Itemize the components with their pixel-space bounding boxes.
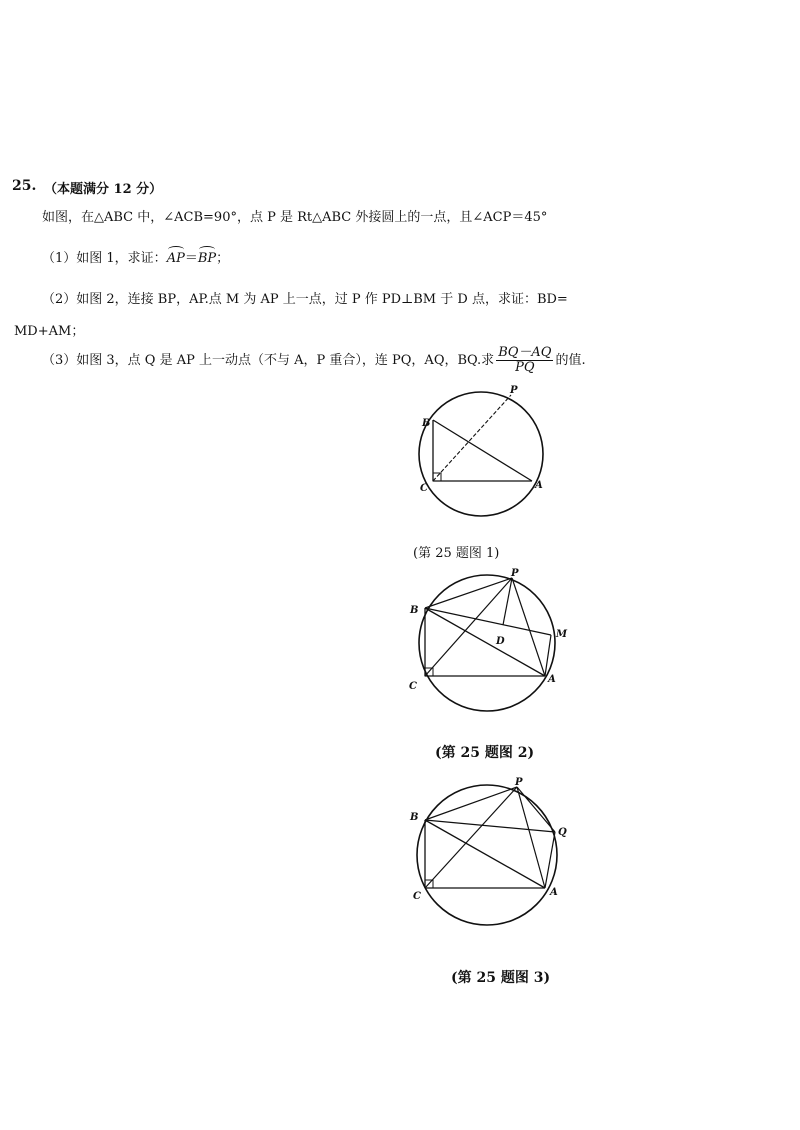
part2-line2: MD+AM； bbox=[14, 324, 85, 339]
fig3-label-a: A bbox=[550, 887, 558, 898]
figure-3 bbox=[395, 775, 580, 939]
part3-line bbox=[42, 346, 586, 375]
question-number: 25. bbox=[12, 178, 37, 194]
fig2-label-c: C bbox=[409, 681, 417, 692]
figure-1-caption: (第 25 题图 1) bbox=[413, 546, 500, 561]
figure-2 bbox=[395, 565, 580, 729]
figure-1 bbox=[405, 380, 555, 524]
fig3-segment-bq bbox=[425, 820, 555, 832]
question-header: （本题满分 12 分） bbox=[44, 182, 163, 197]
fig3-segment-ab bbox=[425, 820, 545, 888]
fig3-label-b: B bbox=[410, 812, 419, 823]
fig2-segment-bm bbox=[425, 608, 551, 635]
part1-suffix: ； bbox=[216, 251, 230, 266]
fig2-segment-pd bbox=[503, 578, 512, 625]
fig2-label-m: M bbox=[556, 629, 568, 640]
figure-3-caption: (第 25 题图 3) bbox=[451, 970, 551, 986]
part3-fraction bbox=[496, 346, 553, 375]
fig1-label-a: A bbox=[535, 480, 543, 491]
part3-suffix: 的值. bbox=[555, 353, 586, 368]
fig1-circumcircle bbox=[419, 392, 543, 516]
fig3-segment-aq bbox=[545, 832, 555, 888]
fig1-label-b: B bbox=[422, 418, 431, 429]
fig3-segment-ap bbox=[517, 787, 545, 888]
fig2-label-d: D bbox=[496, 636, 505, 647]
fig2-label-p: P bbox=[511, 568, 519, 579]
fig1-label-p: P bbox=[510, 385, 518, 396]
part1-line bbox=[42, 247, 229, 266]
part1-prefix: （1）如图 1，求证： bbox=[42, 251, 167, 266]
part2-line1: （2）如图 2，连接 BP，AP.点 M 为 AP 上一点，过 P 作 PD⊥BM 于 D 点，求证：BD= bbox=[42, 292, 568, 307]
fig1-label-c: C bbox=[420, 483, 428, 494]
fraction-denominator: PQ bbox=[515, 360, 535, 375]
fraction-numerator: BQ－AQ bbox=[498, 345, 552, 360]
fig1-segment-cp bbox=[433, 395, 511, 481]
fig3-label-c: C bbox=[413, 891, 421, 902]
part3-prefix: （3）如图 3，点 Q 是 AP 上一动点（不与 A，P 重合），连 PQ，AQ，BQ.求 bbox=[42, 353, 495, 368]
figure-2-caption: (第 25 题图 2) bbox=[435, 745, 535, 761]
fig3-label-p: P bbox=[515, 777, 523, 788]
arc-bp: BP bbox=[197, 251, 217, 266]
fig1-segment-ab bbox=[433, 420, 532, 481]
fig3-label-q: Q bbox=[558, 827, 567, 838]
fig2-label-b: B bbox=[410, 605, 419, 616]
fig2-segment-ab bbox=[425, 608, 545, 676]
fig2-segment-ap bbox=[512, 578, 545, 676]
fig2-label-a: A bbox=[548, 674, 556, 685]
question-intro: 如图，在△ABC 中，∠ACB=90°，点 P 是 Rt△ABC 外接圆上的一点，且∠ACP＝45° bbox=[42, 210, 548, 225]
part1-equals: ＝ bbox=[184, 251, 198, 266]
arc-ap: AP bbox=[166, 251, 185, 266]
fig3-segment-cp bbox=[425, 787, 517, 888]
